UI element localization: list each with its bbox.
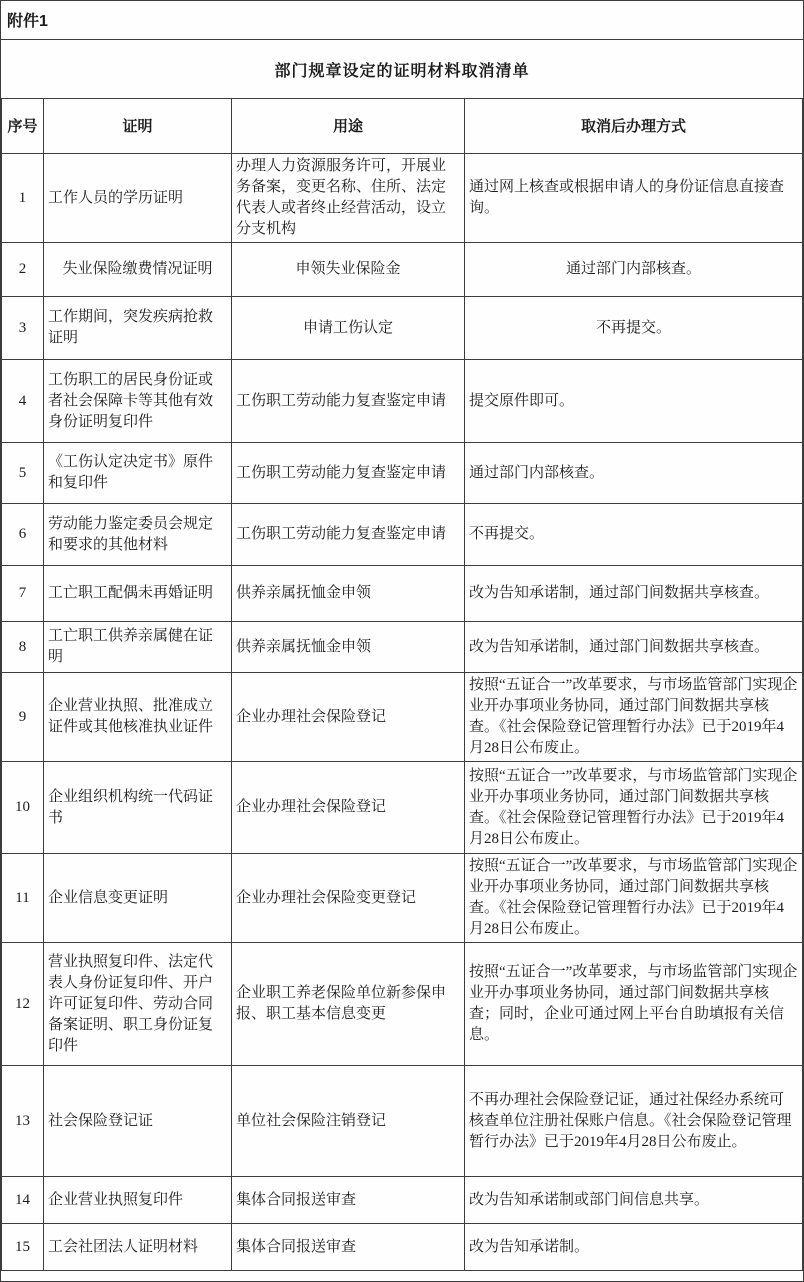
cell-method: 按照“五证合一”改革要求，与市场监管部门实现企业开办事项业务协同，通过部门间数据共享核查。《社会保险登记管理暂行办法》已于2019年4月28日公布废止。 (465, 854, 803, 943)
cell-certificate: 工亡职工供养亲属健在证明 (44, 622, 232, 673)
table-row (2, 762, 803, 854)
cell-certificate: 《工伤认定决定书》原件和复印件 (44, 443, 232, 504)
cell-serial: 15 (2, 1224, 44, 1271)
cell-purpose: 工伤职工劳动能力复查鉴定申请 (232, 443, 465, 504)
cell-certificate: 营业执照复印件、法定代表人身份证复印件、开户许可证复印件、劳动合同备案证明、职工身份证复印件 (44, 943, 232, 1066)
cell-purpose: 供养亲属抚恤金申领 (232, 566, 465, 622)
cell-certificate: 工会社团法人证明材料 (44, 1224, 232, 1271)
cell-method: 通过部门内部核查。 (465, 243, 803, 297)
cell-serial: 3 (2, 297, 44, 360)
header-purpose: 用途 (232, 99, 465, 154)
cell-certificate: 企业信息变更证明 (44, 854, 232, 943)
table-row (2, 360, 803, 443)
cell-method: 按照“五证合一”改革要求，与市场监管部门实现企业开办事项业务协同，通过部门间数据共享核查；同时，企业可通过网上平台自助填报有关信息。 (465, 943, 803, 1066)
table-header-row (2, 99, 803, 154)
cell-purpose: 单位社会保险注销登记 (232, 1066, 465, 1177)
cell-certificate: 劳动能力鉴定委员会规定和要求的其他材料 (44, 504, 232, 566)
cell-serial: 14 (2, 1177, 44, 1224)
cell-method: 改为告知承诺制。 (465, 1224, 803, 1271)
cell-method: 改为告知承诺制，通过部门间数据共享核查。 (465, 566, 803, 622)
cell-purpose: 企业办理社会保险登记 (232, 762, 465, 854)
attachment-label: 附件1 (1, 1, 803, 40)
cell-serial: 12 (2, 943, 44, 1066)
cell-serial: 10 (2, 762, 44, 854)
cell-serial: 11 (2, 854, 44, 943)
cell-purpose: 企业职工养老保险单位新参保申报、职工基本信息变更 (232, 943, 465, 1066)
header-serial: 序号 (2, 99, 44, 154)
table-row (2, 943, 803, 1066)
table-body (2, 154, 803, 1271)
cell-serial: 1 (2, 154, 44, 243)
table-row (2, 154, 803, 243)
cell-purpose: 集体合同报送审查 (232, 1177, 465, 1224)
cell-purpose: 工伤职工劳动能力复查鉴定申请 (232, 504, 465, 566)
header-method: 取消后办理方式 (465, 99, 803, 154)
cell-serial: 9 (2, 673, 44, 762)
table-row (2, 1066, 803, 1177)
cell-serial: 5 (2, 443, 44, 504)
cell-certificate: 企业组织机构统一代码证书 (44, 762, 232, 854)
cell-method: 通过部门内部核查。 (465, 443, 803, 504)
cell-certificate: 工伤职工的居民身份证或者社会保障卡等其他有效身份证明复印件 (44, 360, 232, 443)
page-title: 部门规章设定的证明材料取消清单 (274, 62, 530, 80)
table-row (2, 504, 803, 566)
cell-purpose: 企业办理社会保险变更登记 (232, 854, 465, 943)
cell-method: 改为告知承诺制或部门间信息共享。 (465, 1177, 803, 1224)
cell-certificate: 社会保险登记证 (44, 1066, 232, 1177)
table-row (2, 622, 803, 673)
cell-certificate: 工作人员的学历证明 (44, 154, 232, 243)
cell-serial: 7 (2, 566, 44, 622)
cell-purpose: 申领失业保险金 (232, 243, 465, 297)
cancellation-list-table (1, 98, 803, 1271)
table-row (2, 1224, 803, 1271)
cell-serial: 4 (2, 360, 44, 443)
cell-certificate: 工作期间，突发疾病抢救证明 (44, 297, 232, 360)
cell-purpose: 申请工伤认定 (232, 297, 465, 360)
header-certificate: 证明 (44, 99, 232, 154)
table-row (2, 1177, 803, 1224)
table-row (2, 673, 803, 762)
cell-method: 提交原件即可。 (465, 360, 803, 443)
table-row (2, 854, 803, 943)
cell-purpose: 企业办理社会保险登记 (232, 673, 465, 762)
cell-method: 改为告知承诺制，通过部门间数据共享核查。 (465, 622, 803, 673)
table-row (2, 443, 803, 504)
table-row (2, 297, 803, 360)
table-row (2, 243, 803, 297)
cell-method: 不再办理社会保险登记证，通过社保经办系统可核查单位注册社保账户信息。《社会保险登记管理暂行办法》已于2019年4月28日公布废止。 (465, 1066, 803, 1177)
cell-serial: 13 (2, 1066, 44, 1177)
cell-method: 按照“五证合一”改革要求，与市场监管部门实现企业开办事项业务协同，通过部门间数据共享核查。《社会保险登记管理暂行办法》已于2019年4月28日公布废止。 (465, 762, 803, 854)
cell-serial: 2 (2, 243, 44, 297)
cell-serial: 6 (2, 504, 44, 566)
cell-certificate: 失业保险缴费情况证明 (44, 243, 232, 297)
cell-serial: 8 (2, 622, 44, 673)
cell-method: 不再提交。 (465, 504, 803, 566)
cell-method: 按照“五证合一”改革要求，与市场监管部门实现企业开办事项业务协同，通过部门间数据共享核查。《社会保险登记管理暂行办法》已于2019年4月28日公布废止。 (465, 673, 803, 762)
cell-purpose: 工伤职工劳动能力复查鉴定申请 (232, 360, 465, 443)
cell-method: 不再提交。 (465, 297, 803, 360)
cell-certificate: 企业营业执照复印件 (44, 1177, 232, 1224)
cell-purpose: 办理人力资源服务许可，开展业务备案，变更名称、住所、法定代表人或者终止经营活动，设立分支机构 (232, 154, 465, 243)
cell-certificate: 工亡职工配偶未再婚证明 (44, 566, 232, 622)
cell-certificate: 企业营业执照、批准成立证件或其他核准执业证件 (44, 673, 232, 762)
table-row (2, 566, 803, 622)
cell-purpose: 集体合同报送审查 (232, 1224, 465, 1271)
cell-method: 通过网上核查或根据申请人的身份证信息直接查询。 (465, 154, 803, 243)
cell-purpose: 供养亲属抚恤金申领 (232, 622, 465, 673)
